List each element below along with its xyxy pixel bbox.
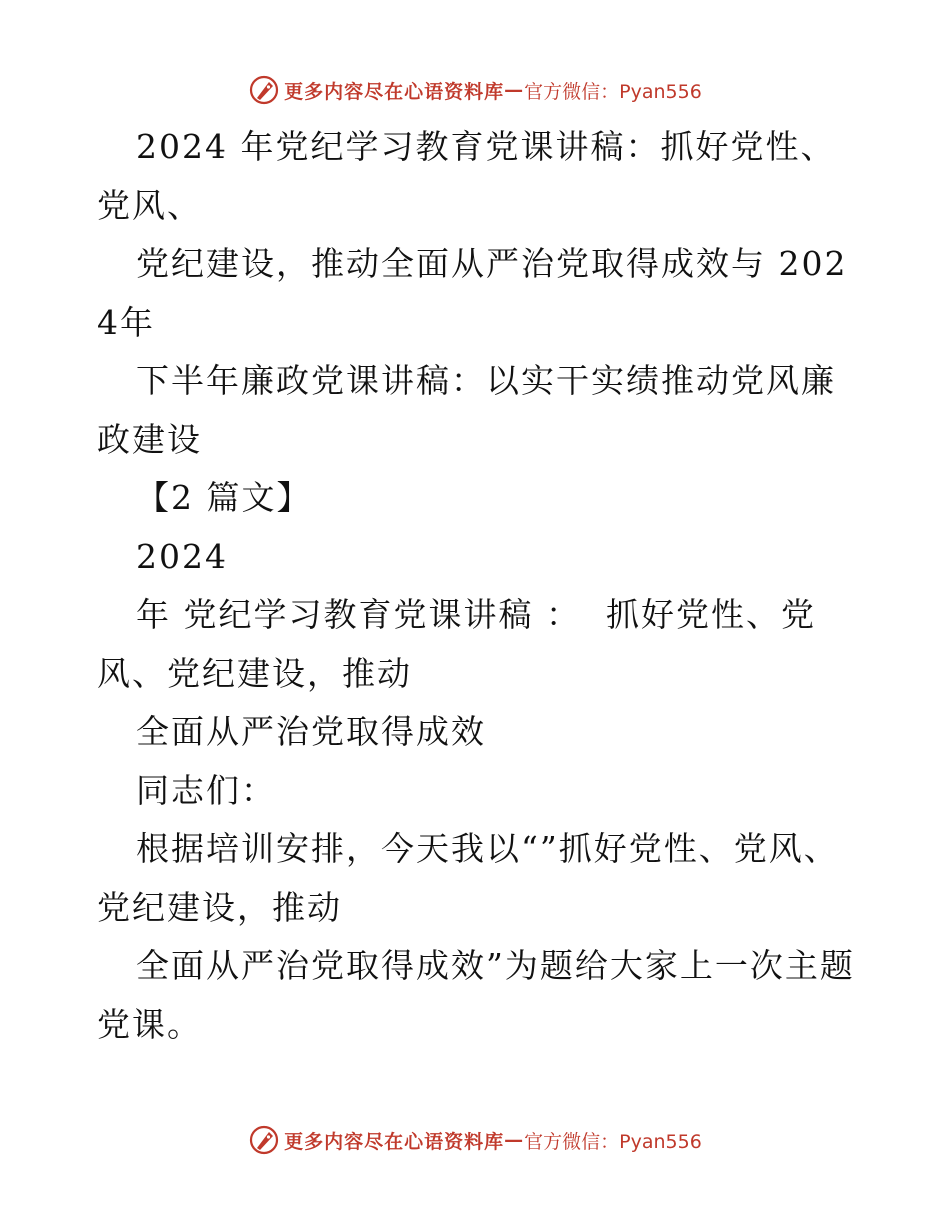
- paragraph-intro-2: 全面从严治党取得成效”为题给大家上一次主题党课。: [97, 946, 855, 1044]
- banner-separator: —: [504, 79, 525, 101]
- header-watermark-banner: [0, 70, 950, 110]
- banner-wechat-text: 官方微信：Pyan556: [524, 1130, 702, 1153]
- paragraph-year: 2024: [136, 536, 228, 576]
- paragraph-article-count: 【2 篇文】: [136, 478, 312, 517]
- banner-brand-text: 更多内容尽在心语资料库: [284, 1130, 505, 1153]
- paragraph-title-2: 党纪建设，推动全面从严治党取得成效与 2024年: [97, 244, 848, 342]
- paragraph-subtitle-2: 全面从严治党取得成效: [136, 712, 486, 751]
- paragraph-greeting: 同志们：: [136, 770, 276, 810]
- paragraph-title-3: 下半年廉政党课讲稿：以实干实绩推动党风廉政建设: [97, 361, 836, 459]
- pen-nib-logo-icon: [248, 74, 280, 106]
- banner-separator: —: [504, 1129, 525, 1151]
- footer-watermark-banner: [0, 1120, 950, 1160]
- pen-nib-logo-icon: [248, 1124, 280, 1156]
- document-body: [97, 118, 857, 1054]
- paragraph-intro-1: 根据培训安排，今天我以“”抓好党性、党风、党纪建设，推动: [97, 829, 839, 927]
- banner-wechat-text: 官方微信：Pyan556: [524, 80, 702, 103]
- paragraph-subtitle-1: 年 党纪学习教育党课讲稿 ： 抓好党性、党风、党纪建设，推动: [97, 595, 816, 693]
- banner-brand-text: 更多内容尽在心语资料库: [284, 80, 505, 103]
- paragraph-title-1: 2024 年党纪学习教育党课讲稿：抓好党性、党风、: [97, 127, 836, 225]
